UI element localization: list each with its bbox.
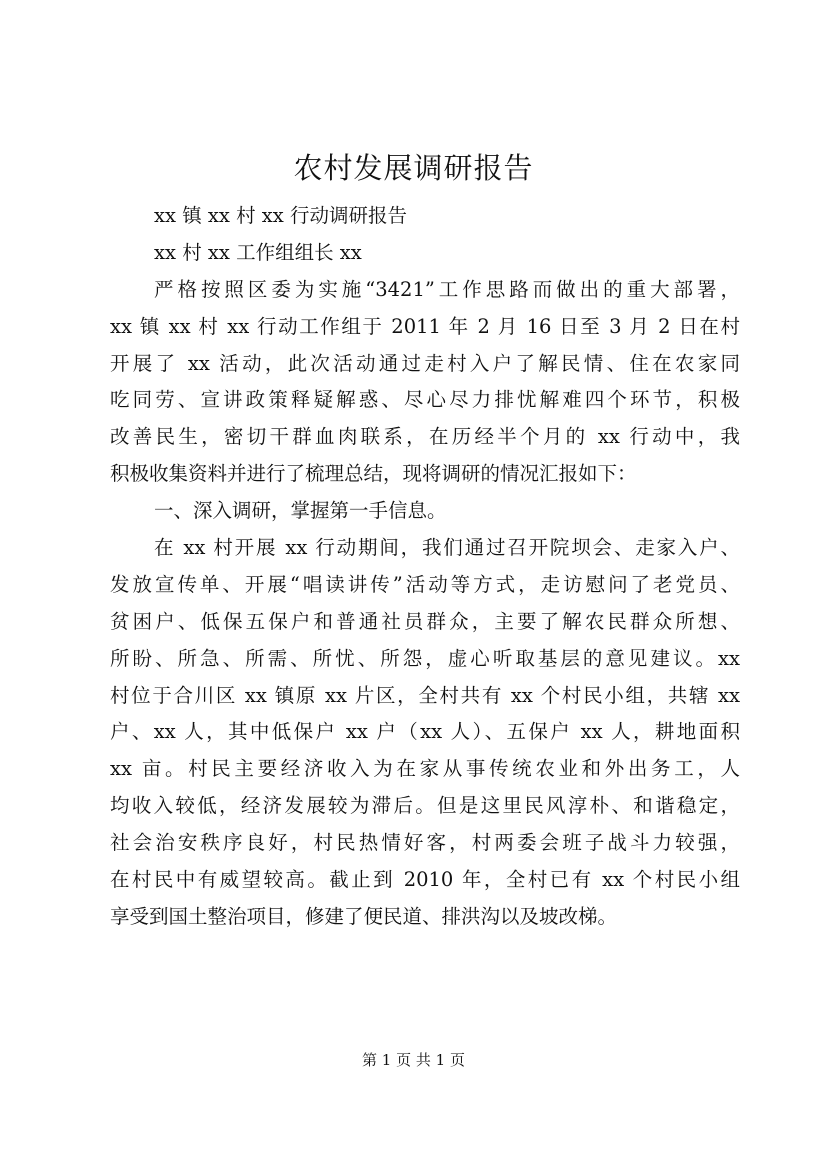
text-line: 享受到国土整治项目，修建了便民道、排洪沟以及坡改梯。 xyxy=(110,904,618,928)
document-title: 农村发展调研报告 xyxy=(293,151,534,185)
text-line: 所盼、所急、所需、所忧、所怨，虚心听取基层的意见建议。xx xyxy=(110,646,740,670)
text-line: 在村民中有威望较高。截止到 2010 年，全村已有 xx 个村民小组 xyxy=(110,868,740,892)
text-line: 一、深入调研，掌握第一手信息。 xyxy=(154,499,447,523)
document-body xyxy=(110,198,740,936)
text-line: xx 镇 xx 村 xx 行动调研报告 xyxy=(154,204,407,227)
page-footer: 第 1 页 共 1 页 xyxy=(362,1051,465,1069)
text-line: 开展了 xx 活动，此次活动通过走村入户了解民情、住在农家同 xyxy=(110,351,740,375)
text-line: 村位于合川区 xx 镇原 xx 片区，全村共有 xx 个村民小组，共辖 xx xyxy=(110,683,740,707)
text-line: xx 亩。村民主要经济收入为在家从事传统农业和外出务工，人 xyxy=(110,757,740,781)
text-line: 发放宣传单、开展“唱读讲传”活动等方式，走访慰问了老党员、 xyxy=(110,572,740,596)
text-line: 在 xx 村开展 xx 行动期间，我们通过召开院坝会、走家入户、 xyxy=(154,536,740,560)
text-line: 积极收集资料并进行了梳理总结，现将调研的情况汇报如下： xyxy=(110,462,637,486)
text-line: 改善民生，密切干群血肉联系，在历经半个月的 xx 行动中，我 xyxy=(110,425,740,449)
text-line: 均收入较低，经济发展较为滞后。但是这里民风淳朴、和谐稳定， xyxy=(110,794,740,818)
text-line: 贫困户、低保五保户和普通社员群众，主要了解农民群众所想、 xyxy=(110,609,740,633)
text-line: xx 村 xx 工作组组长 xx xyxy=(154,240,362,264)
text-line: 社会治安秩序良好，村民热情好客，村两委会班子战斗力较强， xyxy=(110,831,740,855)
text-line: 吃同劳、宣讲政策释疑解惑、尽心尽力排忧解难四个环节，积极 xyxy=(110,388,740,412)
text-line: 户、xx 人，其中低保户 xx 户（xx 人）、五保户 xx 人，耕地面积 xyxy=(110,720,740,744)
text-line: xx 镇 xx 村 xx 行动工作组于 2011 年 2 月 16 日至 3 月 2 日在村 xyxy=(110,314,740,338)
text-line: 严格按照区委为实施“3421”工作思路而做出的重大部署， xyxy=(154,277,740,301)
